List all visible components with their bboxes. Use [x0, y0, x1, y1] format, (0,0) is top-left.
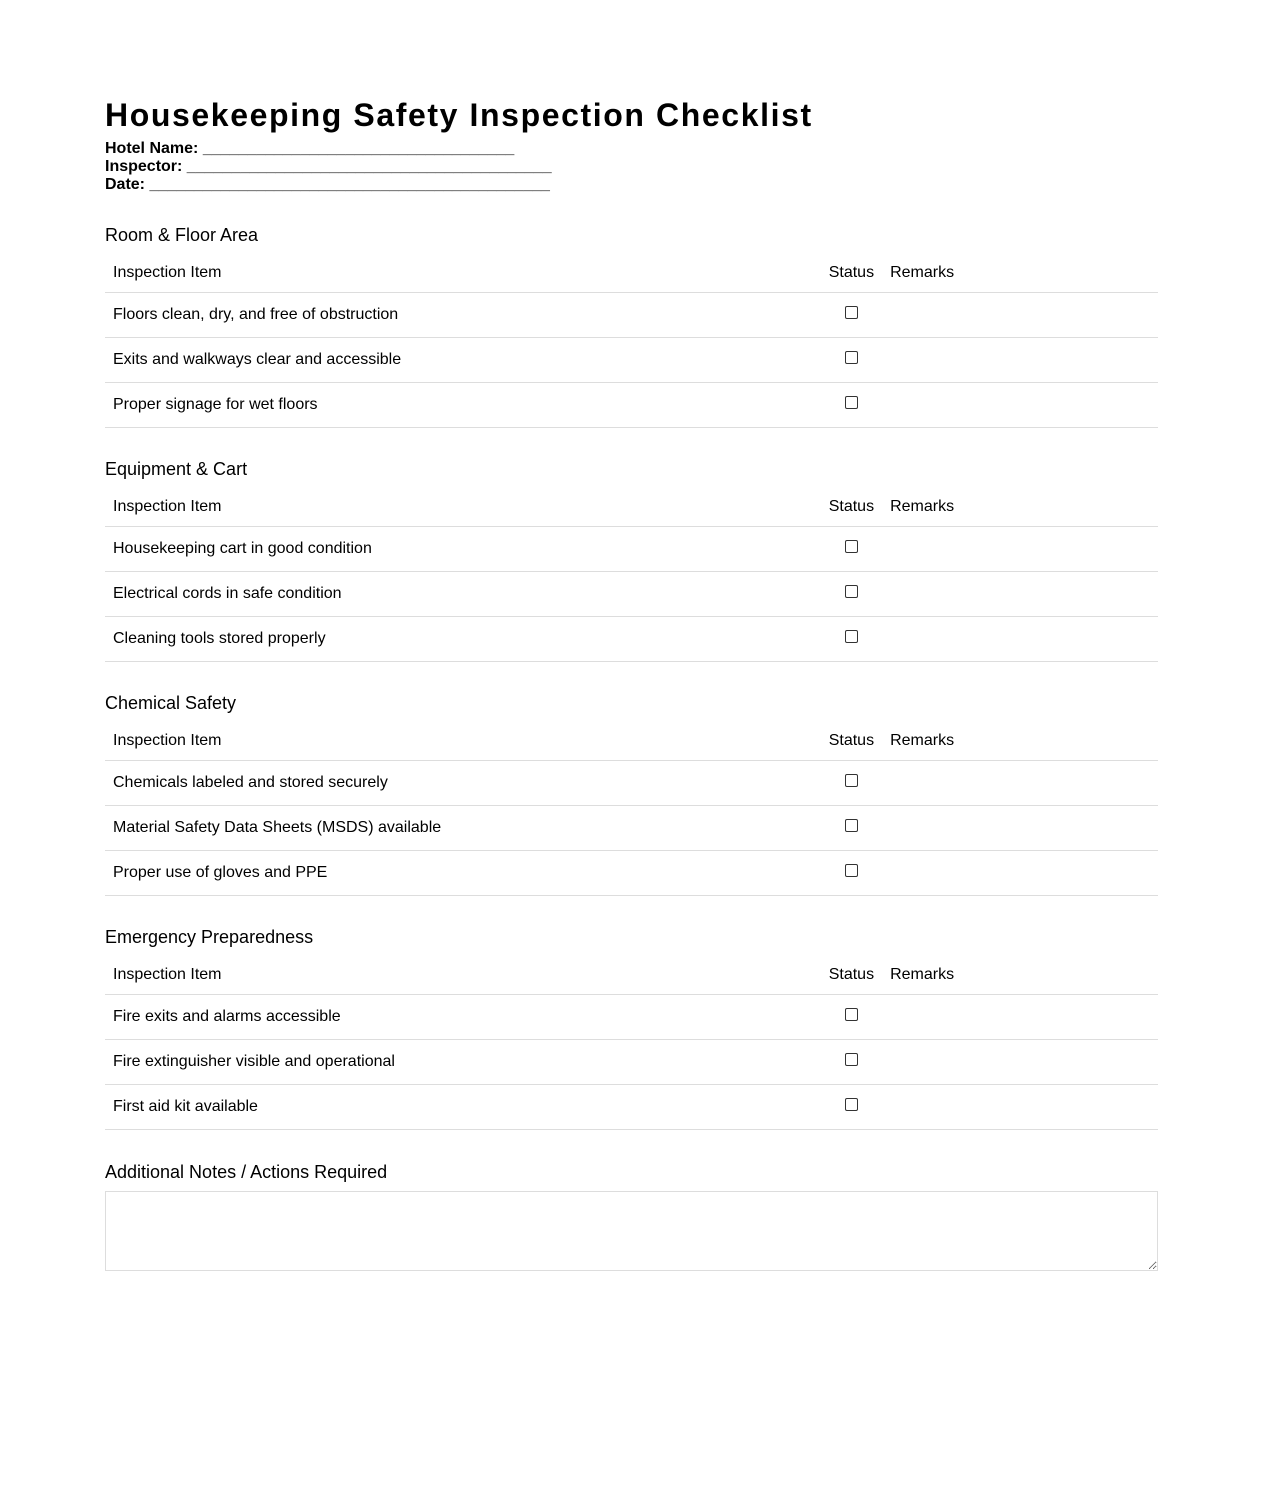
item-label: Proper use of gloves and PPE: [105, 851, 821, 896]
header-inspection-item: Inspection Item: [105, 721, 821, 761]
status-cell: [821, 806, 882, 851]
header-remarks: Remarks: [882, 721, 1158, 761]
table-row: [105, 383, 1158, 428]
status-checkbox[interactable]: [845, 351, 858, 364]
header-remarks: Remarks: [882, 955, 1158, 995]
table-header-row: [105, 955, 1158, 995]
inspection-table: [105, 487, 1158, 662]
status-checkbox[interactable]: [845, 630, 858, 643]
section-title: Room & Floor Area: [105, 225, 259, 245]
hotel-name-line: ___________________________________: [202, 140, 515, 157]
status-checkbox[interactable]: [845, 864, 858, 877]
notes-textarea[interactable]: [105, 1191, 1158, 1271]
header-status: Status: [821, 253, 882, 293]
table-header-row: [105, 721, 1158, 761]
page-title: Housekeeping Safety Inspection Checklist: [105, 97, 813, 133]
remarks-cell[interactable]: [882, 1085, 1158, 1130]
table-row: [105, 851, 1158, 896]
remarks-cell[interactable]: [882, 1040, 1158, 1085]
status-cell: [821, 527, 882, 572]
remarks-cell[interactable]: [882, 338, 1158, 383]
table-row: [105, 293, 1158, 338]
item-label: Housekeeping cart in good condition: [105, 527, 821, 572]
remarks-cell[interactable]: [882, 293, 1158, 338]
header-status: Status: [821, 955, 882, 995]
section-room-floor-area: [105, 224, 1158, 428]
hotel-name-field[interactable]: [105, 140, 1158, 158]
section-emergency-preparedness: [105, 926, 1158, 1130]
status-cell: [821, 383, 882, 428]
table-row: [105, 617, 1158, 662]
date-field[interactable]: [105, 176, 1158, 194]
header-remarks: Remarks: [882, 253, 1158, 293]
remarks-cell[interactable]: [882, 851, 1158, 896]
status-checkbox[interactable]: [845, 585, 858, 598]
status-checkbox[interactable]: [845, 540, 858, 553]
item-label: Floors clean, dry, and free of obstruction: [105, 293, 821, 338]
status-cell: [821, 617, 882, 662]
table-row: [105, 1040, 1158, 1085]
header-inspection-item: Inspection Item: [105, 955, 821, 995]
remarks-cell[interactable]: [882, 995, 1158, 1040]
item-label: Exits and walkways clear and accessible: [105, 338, 821, 383]
item-label: Fire exits and alarms accessible: [105, 995, 821, 1040]
remarks-cell[interactable]: [882, 761, 1158, 806]
table-row: [105, 995, 1158, 1040]
item-label: Cleaning tools stored properly: [105, 617, 821, 662]
status-checkbox[interactable]: [845, 306, 858, 319]
meta-fields: [105, 140, 1158, 194]
section-title: Equipment & Cart: [105, 459, 248, 479]
header-remarks: Remarks: [882, 487, 1158, 527]
section-chemical-safety: [105, 692, 1158, 896]
section-equipment-cart: [105, 458, 1158, 662]
status-cell: [821, 338, 882, 383]
status-checkbox[interactable]: [845, 819, 858, 832]
status-checkbox[interactable]: [845, 774, 858, 787]
status-checkbox[interactable]: [845, 1098, 858, 1111]
remarks-cell[interactable]: [882, 572, 1158, 617]
table-row: [105, 527, 1158, 572]
header-status: Status: [821, 487, 882, 527]
remarks-cell[interactable]: [882, 806, 1158, 851]
item-label: Fire extinguisher visible and operational: [105, 1040, 821, 1085]
section-title: Emergency Preparedness: [105, 927, 314, 947]
header-inspection-item: Inspection Item: [105, 253, 821, 293]
remarks-cell[interactable]: [882, 617, 1158, 662]
inspector-label: Inspector:: [105, 158, 183, 175]
item-label: First aid kit available: [105, 1085, 821, 1130]
hotel-name-label: Hotel Name:: [105, 140, 199, 157]
table-row: [105, 338, 1158, 383]
status-cell: [821, 293, 882, 338]
item-label: Chemicals labeled and stored securely: [105, 761, 821, 806]
status-cell: [821, 1040, 882, 1085]
status-cell: [821, 1085, 882, 1130]
header-inspection-item: Inspection Item: [105, 487, 821, 527]
remarks-cell[interactable]: [882, 527, 1158, 572]
inspection-table: [105, 721, 1158, 896]
header-status: Status: [821, 721, 882, 761]
table-header-row: [105, 487, 1158, 527]
status-cell: [821, 851, 882, 896]
table-row: [105, 761, 1158, 806]
table-row: [105, 806, 1158, 851]
table-row: [105, 1085, 1158, 1130]
status-checkbox[interactable]: [845, 1053, 858, 1066]
inspector-field[interactable]: [105, 158, 1158, 176]
table-row: [105, 572, 1158, 617]
inspection-table: [105, 253, 1158, 428]
inspector-line: _________________________________________: [186, 158, 552, 175]
item-label: Electrical cords in safe condition: [105, 572, 821, 617]
item-label: Material Safety Data Sheets (MSDS) available: [105, 806, 821, 851]
notes-title: Additional Notes / Actions Required: [105, 1162, 388, 1182]
inspection-table: [105, 955, 1158, 1130]
item-label: Proper signage for wet floors: [105, 383, 821, 428]
date-label: Date:: [105, 176, 146, 193]
status-checkbox[interactable]: [845, 1008, 858, 1021]
status-cell: [821, 572, 882, 617]
date-line: _____________________________________________: [149, 176, 550, 193]
remarks-cell[interactable]: [882, 383, 1158, 428]
table-header-row: [105, 253, 1158, 293]
status-checkbox[interactable]: [845, 396, 858, 409]
status-cell: [821, 761, 882, 806]
section-title: Chemical Safety: [105, 693, 237, 713]
status-cell: [821, 995, 882, 1040]
